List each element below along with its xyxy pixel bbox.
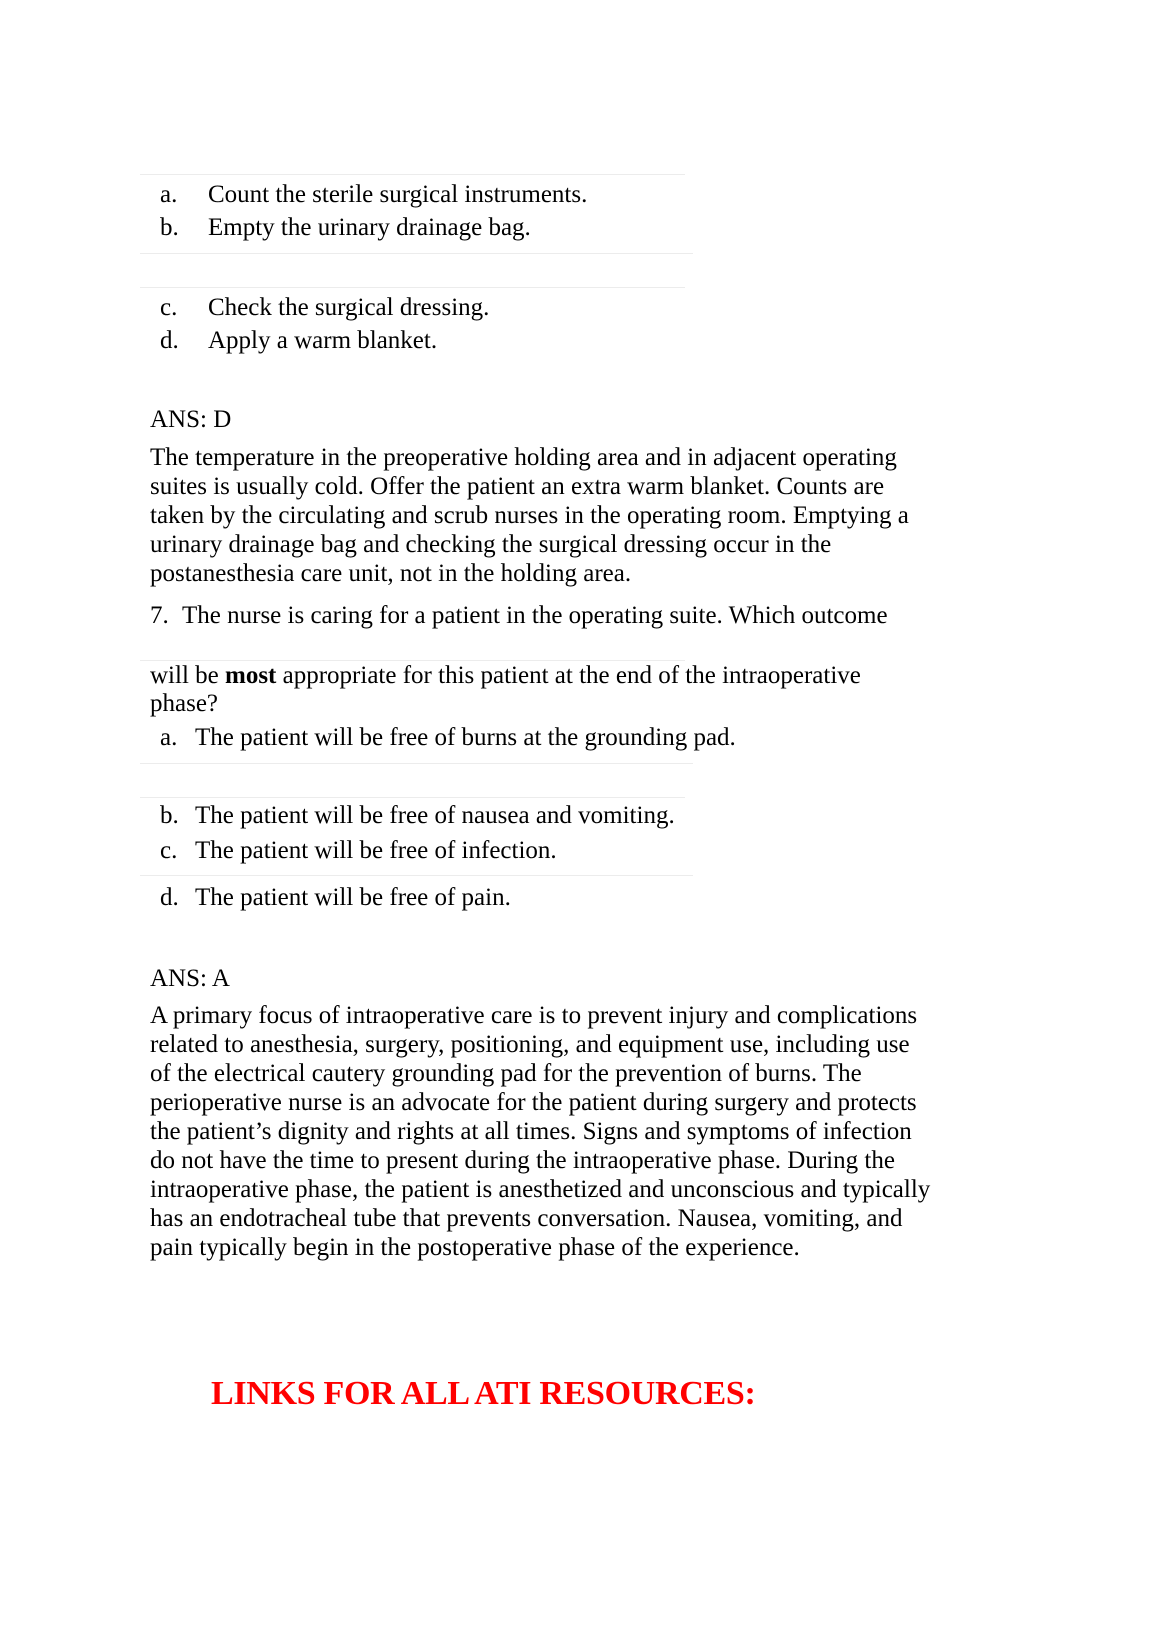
option-letter: d. [160,327,179,354]
table-rule [140,763,693,764]
question-number: 7. [150,602,169,629]
q7-rationale [150,1001,1030,1262]
rationale-line: suites is usually cold. Offer the patient an extra warm blanket. Counts are [150,473,885,500]
question-text: The nurse is caring for a patient in the operating suite. Which outcome [182,602,888,629]
q7-stem-line-2 [150,661,861,691]
option-letter: b. [160,214,179,241]
rationale-line: the patient’s dignity and rights at all times. Signs and symptoms of infection [150,1118,912,1145]
option-text: Apply a warm blanket. [208,327,438,354]
emphasis-most: most [225,662,277,689]
table-rule [140,174,685,175]
option-letter: b. [160,802,179,829]
option-text: Count the sterile surgical instruments. [208,181,588,208]
rationale-line: pain typically begin in the postoperative phase of the experience. [150,1234,800,1261]
rationale-line: A primary focus of intraoperative care is to prevent injury and complications [150,1002,918,1029]
option-text: The patient will be free of infection. [195,837,557,864]
option-letter: c. [160,294,178,321]
rationale-line: taken by the circulating and scrub nurses in the operating room. Emptying a [150,502,909,529]
option-text: The patient will be free of burns at the grounding pad. [195,724,736,751]
question-text: phase? [150,690,219,717]
q7-option-b [160,801,675,831]
rationale-line: do not have the time to present during the intraoperative phase. During the [150,1147,895,1174]
q7-answer: ANS: A [150,965,230,992]
q6-option-b [160,213,531,243]
q6-option-c [160,293,489,323]
option-letter: c. [160,837,178,864]
option-letter: d. [160,884,179,911]
rationale-line: postanesthesia care unit, not in the holding area. [150,560,632,587]
table-rule [140,253,693,254]
table-rule [140,287,685,288]
rationale-line: intraoperative phase, the patient is anesthetized and unconscious and typically [150,1176,931,1203]
q6-option-a [160,180,587,210]
rationale-line: The temperature in the preoperative holding area and in adjacent operating [150,444,897,471]
option-letter: a. [160,724,178,751]
table-rule [140,797,685,798]
q7-stem-line-3 [150,689,218,719]
option-letter: a. [160,181,178,208]
q7-option-d [160,883,511,913]
rationale-line: has an endotracheal tube that prevents conversation. Nausea, vomiting, and [150,1205,903,1232]
rationale-line: urinary drainage bag and checking the surgical dressing occur in the [150,531,832,558]
option-text: Empty the urinary drainage bag. [208,214,531,241]
q7-stem-line-1 [150,601,888,631]
option-text: Check the surgical dressing. [208,294,490,321]
question-text: will be [150,662,225,689]
q6-option-d [160,326,437,356]
q7-option-c [160,836,557,866]
option-text: The patient will be free of pain. [195,884,511,911]
links-heading: LINKS FOR ALL ATI RESOURCES: [211,1375,756,1412]
table-rule [140,875,693,876]
q6-answer: ANS: D [150,406,232,433]
rationale-line: perioperative nurse is an advocate for the patient during surgery and protects [150,1089,917,1116]
rationale-line: related to anesthesia, surgery, positioning, and equipment use, including use [150,1031,910,1058]
rationale-line: of the electrical cautery grounding pad for the prevention of burns. The [150,1060,862,1087]
question-text: appropriate for this patient at the end of the intraoperative [276,662,861,689]
q7-option-a [160,723,736,753]
option-text: The patient will be free of nausea and vomiting. [195,802,675,829]
q6-rationale [150,443,1030,588]
